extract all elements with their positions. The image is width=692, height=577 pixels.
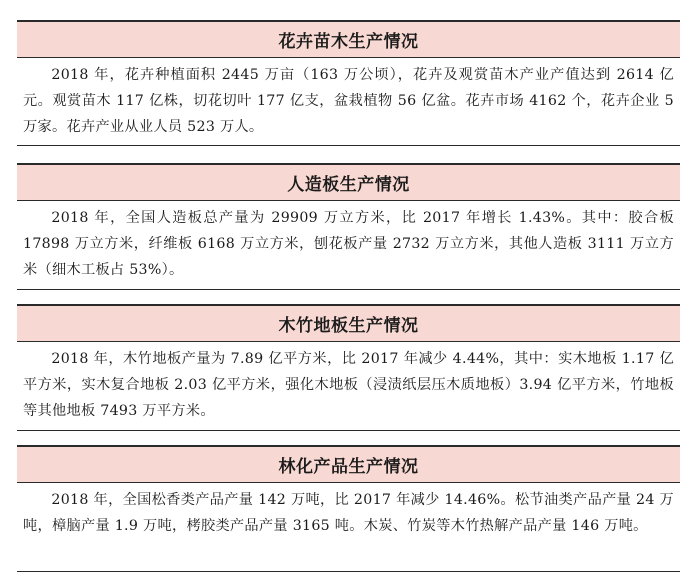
section-body-text: 2018 年，木竹地板产量为 7.89 亿平方米，比 2017 年减少 4.44%，其中：实木地板 1.17 亿平方米，实木复合地板 2.03 亿平方米，强化木地板（浸渍纸层压木质地板）3.94 亿平方米，竹地板等其他地板 7493 万平方米。 [23,351,674,419]
section-body-text: 2018 年，全国人造板总产量为 29909 万立方米，比 2017 年增长 1.43%。其中：胶合板 17898 万立方米，纤维板 6168 万立方米，刨花板产量 2732 万立方米，其他人造板 3111 万立方米（细木工板占 53%）。 [23,210,674,278]
section-title: 木竹地板生产情况 [17,304,680,342]
section-title: 人造板生产情况 [17,163,680,201]
section-body-text: 2018 年，全国松香类产品产量 142 万吨，比 2017 年减少 14.46%。松节油类产品产量 24 万吨，樟脑产量 1.9 万吨，栲胶类产品产量 3165 吨。木炭、竹炭等木竹热解产品产量 146 万吨。 [23,492,674,534]
section-divider [17,145,680,146]
section-flowers-nursery [17,20,680,140]
section-title: 林化产品生产情况 [17,445,680,483]
section-wood-panel [17,163,680,283]
section-divider [17,571,680,572]
section-title: 花卉苗木生产情况 [17,20,680,58]
section-wood-bamboo-flooring [17,304,680,424]
section-divider [17,289,680,290]
section-divider [17,430,680,431]
section-body-text: 2018 年，花卉种植面积 2445 万亩（163 万公顷），花卉及观赏苗木产业产值达到 2614 亿元。观赏苗木 117 亿株，切花切叶 177 亿支，盆栽植物 56 亿盆。花卉市场 4162 个，花卉企业 5 万家。花卉产业从业人员 523 万人。 [23,67,674,135]
section-forest-chemicals [17,445,680,539]
